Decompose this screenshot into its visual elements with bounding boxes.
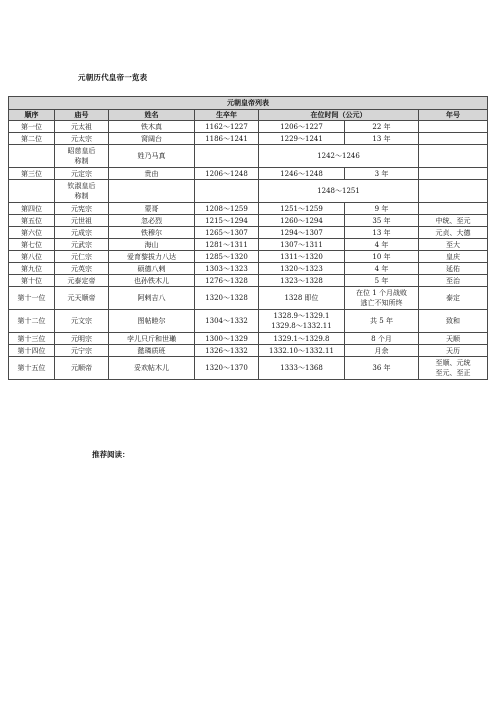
- cell-reign: 1246～1248: [259, 168, 345, 180]
- column-header-name: 姓名: [109, 110, 195, 121]
- cell-era: [419, 133, 488, 145]
- table-row: [9, 287, 488, 310]
- cell-temple-name: 元定宗: [55, 168, 109, 180]
- cell-order: 第八位: [9, 251, 55, 263]
- cell-name: 贵由: [109, 168, 195, 180]
- cell-order: 第二位: [9, 133, 55, 145]
- cell-era: 致和: [419, 310, 488, 333]
- table-row: [9, 121, 488, 133]
- cell-years: 在位 1 个月战败 逃亡不知所终: [345, 287, 419, 310]
- recommended-reading-label: 推荐阅读：: [92, 450, 130, 459]
- cell-reign: 1248～1251: [259, 180, 419, 203]
- cell-era: [419, 203, 488, 215]
- cell-years: 3 年: [345, 168, 419, 180]
- cell-order: [9, 145, 55, 168]
- cell-order: 第七位: [9, 239, 55, 251]
- table-row: [9, 227, 488, 239]
- cell-life: [195, 180, 259, 203]
- cell-reign: 1333～1368: [259, 357, 345, 380]
- cell-years: 22 年: [345, 121, 419, 133]
- cell-name: 铁穆尔: [109, 227, 195, 239]
- table-caption: 元朝皇帝列表: [9, 97, 488, 110]
- column-header-life: 生卒年: [195, 110, 259, 121]
- cell-era: [419, 168, 488, 180]
- column-header-reign: 在位时间（公元）: [259, 110, 419, 121]
- cell-order: 第五位: [9, 215, 55, 227]
- cell-order: 第九位: [9, 263, 55, 275]
- cell-name: 海山: [109, 239, 195, 251]
- cell-temple-name: 元天顺帝: [55, 287, 109, 310]
- table-row: [9, 251, 488, 263]
- table-row: [9, 333, 488, 345]
- cell-era: 至大: [419, 239, 488, 251]
- cell-life: 1326～1332: [195, 345, 259, 357]
- cell-years: 10 年: [345, 251, 419, 263]
- cell-temple-name: 元泰定帝: [55, 275, 109, 287]
- cell-order: 第一位: [9, 121, 55, 133]
- cell-name: 蒙哥: [109, 203, 195, 215]
- cell-reign: 1323～1328: [259, 275, 345, 287]
- cell-life: [195, 145, 259, 168]
- cell-era: 天历: [419, 345, 488, 357]
- cell-temple-name: 元英宗: [55, 263, 109, 275]
- table-row: [9, 133, 488, 145]
- emperor-table: [8, 96, 488, 380]
- cell-years: 共 5 年: [345, 310, 419, 333]
- cell-life: 1265～1307: [195, 227, 259, 239]
- cell-temple-name: 元太祖: [55, 121, 109, 133]
- document-title: 元朝历代皇帝一览表: [78, 73, 148, 82]
- cell-years: 4 年: [345, 263, 419, 275]
- cell-temple-name: 元顺帝: [55, 357, 109, 380]
- cell-temple-name: 元武宗: [55, 239, 109, 251]
- cell-life: 1285～1320: [195, 251, 259, 263]
- cell-era: 至治: [419, 275, 488, 287]
- table-row: [9, 145, 488, 168]
- cell-reign: 1332.10～1332.11: [259, 345, 345, 357]
- cell-years: 月余: [345, 345, 419, 357]
- cell-years: 8 个月: [345, 333, 419, 345]
- cell-era: [419, 145, 488, 168]
- cell-name: 图帖睦尔: [109, 310, 195, 333]
- cell-years: 35 年: [345, 215, 419, 227]
- cell-reign: 1260～1294: [259, 215, 345, 227]
- cell-life: 1276～1328: [195, 275, 259, 287]
- cell-name: 铁木真: [109, 121, 195, 133]
- cell-order: 第十二位: [9, 310, 55, 333]
- cell-name: 窝阔台: [109, 133, 195, 145]
- cell-temple-name: 元文宗: [55, 310, 109, 333]
- cell-life: 1206～1248: [195, 168, 259, 180]
- cell-life: 1215～1294: [195, 215, 259, 227]
- table-row: [9, 203, 488, 215]
- table-row: [9, 275, 488, 287]
- cell-reign: 1328.9～1329.1 1329.8～1332.11: [259, 310, 345, 333]
- cell-order: 第三位: [9, 168, 55, 180]
- table-row: [9, 310, 488, 333]
- cell-era: 中统、至元: [419, 215, 488, 227]
- cell-reign: 1311～1320: [259, 251, 345, 263]
- cell-life: 1303～1323: [195, 263, 259, 275]
- table-row: [9, 345, 488, 357]
- cell-life: 1162～1227: [195, 121, 259, 133]
- table-row: [9, 215, 488, 227]
- table-row: [9, 239, 488, 251]
- cell-temple-name: 元宁宗: [55, 345, 109, 357]
- column-header-era: 年号: [419, 110, 488, 121]
- cell-years: 9 年: [345, 203, 419, 215]
- cell-reign: 1307～1311: [259, 239, 345, 251]
- cell-name: 爱育黎拔力八达: [109, 251, 195, 263]
- cell-temple-name: 昭慈皇后 称制: [55, 145, 109, 168]
- cell-order: 第四位: [9, 203, 55, 215]
- table-row: [9, 263, 488, 275]
- cell-name: 硕德八剌: [109, 263, 195, 275]
- cell-reign: 1206～1227: [259, 121, 345, 133]
- cell-reign: 1242～1246: [259, 145, 419, 168]
- cell-temple-name: 元世祖: [55, 215, 109, 227]
- cell-name: 孛儿只斤和世瓎: [109, 333, 195, 345]
- cell-order: 第十四位: [9, 345, 55, 357]
- cell-order: 第十五位: [9, 357, 55, 380]
- cell-reign: 1229～1241: [259, 133, 345, 145]
- cell-name: 妥欢帖木儿: [109, 357, 195, 380]
- column-header-temple-name: 庙号: [55, 110, 109, 121]
- cell-temple-name: 元仁宗: [55, 251, 109, 263]
- cell-order: [9, 180, 55, 203]
- cell-era: [419, 121, 488, 133]
- cell-era: 皇庆: [419, 251, 488, 263]
- cell-reign: 1329.1～1329.8: [259, 333, 345, 345]
- cell-era: 延佑: [419, 263, 488, 275]
- cell-years: 13 年: [345, 227, 419, 239]
- cell-name: 懿璘质班: [109, 345, 195, 357]
- cell-temple-name: 元太宗: [55, 133, 109, 145]
- cell-years: 5 年: [345, 275, 419, 287]
- cell-order: 第十一位: [9, 287, 55, 310]
- cell-years: 36 年: [345, 357, 419, 380]
- cell-reign: 1294～1307: [259, 227, 345, 239]
- table-row: [9, 168, 488, 180]
- cell-life: 1186～1241: [195, 133, 259, 145]
- cell-reign: 1328 即位: [259, 287, 345, 310]
- cell-life: 1281～1311: [195, 239, 259, 251]
- cell-reign: 1251～1259: [259, 203, 345, 215]
- cell-era: 天顺: [419, 333, 488, 345]
- cell-name: 姓乃马真: [109, 145, 195, 168]
- cell-temple-name: 元宪宗: [55, 203, 109, 215]
- cell-name: 也孙铁木儿: [109, 275, 195, 287]
- cell-name: 忽必烈: [109, 215, 195, 227]
- cell-temple-name: 钦淑皇后 称制: [55, 180, 109, 203]
- cell-life: 1320～1370: [195, 357, 259, 380]
- table-row: [9, 357, 488, 380]
- cell-temple-name: 元明宗: [55, 333, 109, 345]
- cell-era: 泰定: [419, 287, 488, 310]
- cell-years: 13 年: [345, 133, 419, 145]
- cell-order: 第十三位: [9, 333, 55, 345]
- cell-order: 第六位: [9, 227, 55, 239]
- cell-era: [419, 180, 488, 203]
- cell-temple-name: 元成宗: [55, 227, 109, 239]
- cell-life: 1304～1332: [195, 310, 259, 333]
- cell-name: [109, 180, 195, 203]
- cell-life: 1300～1329: [195, 333, 259, 345]
- cell-order: 第十位: [9, 275, 55, 287]
- cell-years: 4 年: [345, 239, 419, 251]
- column-header-order: 顺序: [9, 110, 55, 121]
- cell-name: 阿剌吉八: [109, 287, 195, 310]
- table-row: [9, 180, 488, 203]
- cell-life: 1320～1328: [195, 287, 259, 310]
- cell-life: 1208～1259: [195, 203, 259, 215]
- cell-era: 元贞、大德: [419, 227, 488, 239]
- cell-era: 至顺、元统 至元、至正: [419, 357, 488, 380]
- cell-reign: 1320～1323: [259, 263, 345, 275]
